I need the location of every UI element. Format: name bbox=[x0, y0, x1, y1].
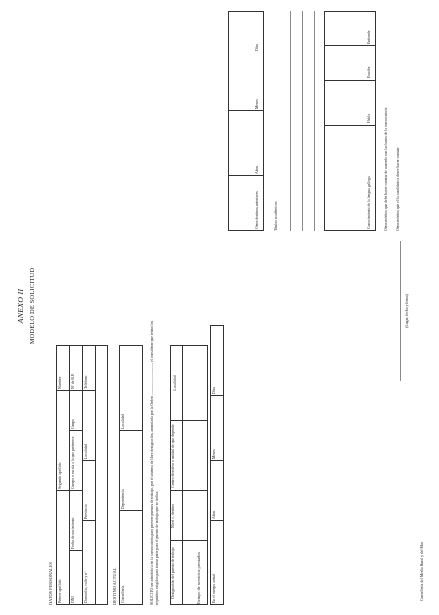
otros-destinos-dias: Días bbox=[255, 44, 259, 51]
label-segundo-apellido: Segundo apellido bbox=[58, 462, 62, 489]
label-grupo: Grupo bbox=[71, 419, 75, 429]
header-centro-directivo: Centro directivo o unidad de que depende bbox=[171, 424, 175, 488]
otros-destinos-meses: Meses bbox=[255, 99, 259, 109]
label-telefono: Teléfono bbox=[84, 375, 88, 389]
destino-section-title: DESTINO ACTUAL bbox=[112, 567, 117, 605]
label-domicilio: Domicilio, calle y nº bbox=[84, 571, 88, 603]
solicita-text: SOLICITO ser admitido/a en la convocatoria para proveer puestos de trabajo, por el sistema de libre designación, anunciada por la Orden ................................., el considerar que reúno los requisitos exigidos para tomar parte para el puesto de trabajo que se indica: bbox=[150, 321, 159, 605]
annex-subtitle: MODELO DE SOLICITUD bbox=[29, 267, 36, 345]
label-nrp: Nº de R.P. bbox=[71, 373, 75, 389]
header-designacion: Designación del puesto de trabajo bbox=[171, 547, 175, 599]
firma-label: (Lugar, fecha y firma) bbox=[405, 294, 409, 328]
servicios-row-cuerpo-actual bbox=[210, 325, 224, 605]
meritos-convocatoria: Otros méritos que debe hacer constar de acuerdo con las bases de la convocatoria bbox=[384, 107, 388, 231]
label-dni: DNI bbox=[71, 596, 75, 603]
gallego-habla: Habla bbox=[367, 113, 371, 123]
personal-section-title: DATOS PERSONALES bbox=[48, 562, 53, 605]
label-fecha-nacimiento: Fecha de nacimiento bbox=[71, 517, 75, 549]
servicios-dias-0: Días bbox=[212, 387, 216, 394]
otros-destinos-anos: Años bbox=[255, 165, 259, 174]
form-servicios-strip bbox=[8, 6, 213, 611]
annex-title: ANEXO II bbox=[16, 288, 25, 324]
gallego-escribe: Escribe bbox=[367, 66, 371, 78]
label-destino-localidad: Localidad bbox=[121, 413, 125, 429]
servicios-anos-0: Años bbox=[212, 510, 216, 519]
gallego-label: Conocimiento de la lengua gallega bbox=[367, 176, 371, 229]
label-destino-dependencia: Dependencia bbox=[121, 489, 125, 509]
header-nivel: Nivel c. destino bbox=[171, 504, 175, 528]
titulos-label: Títulos académicos bbox=[274, 201, 278, 231]
header-localidad: Localidad bbox=[173, 375, 177, 391]
label-destino-conselleria: Consellería bbox=[121, 585, 125, 603]
footer-text: Consellería del Medio Rural y del Mar bbox=[420, 542, 424, 601]
form-right-half-lower bbox=[224, 6, 434, 611]
label-nombre: Nombre bbox=[58, 376, 62, 389]
servicios-label-0: En el cuerpo actual bbox=[212, 573, 216, 603]
otros-destinos-label: Otros destinos anteriores bbox=[255, 191, 259, 229]
servicios-meses-0: Meses bbox=[212, 449, 216, 459]
label-provincia: Provincia bbox=[84, 504, 88, 519]
label-cuerpo: Cuerpo o escala a la que pertenece bbox=[71, 436, 75, 489]
label-primer-apellido: Primer apellido bbox=[58, 579, 62, 603]
label-localidad: Localidad bbox=[84, 443, 88, 459]
meritos-candidato: Otros méritos que el/la candidato/a desee hacer constar bbox=[396, 147, 400, 231]
servicios-title: Tiempo de servicios prestados bbox=[196, 551, 201, 605]
gallego-entiende: Entiende bbox=[367, 30, 371, 44]
